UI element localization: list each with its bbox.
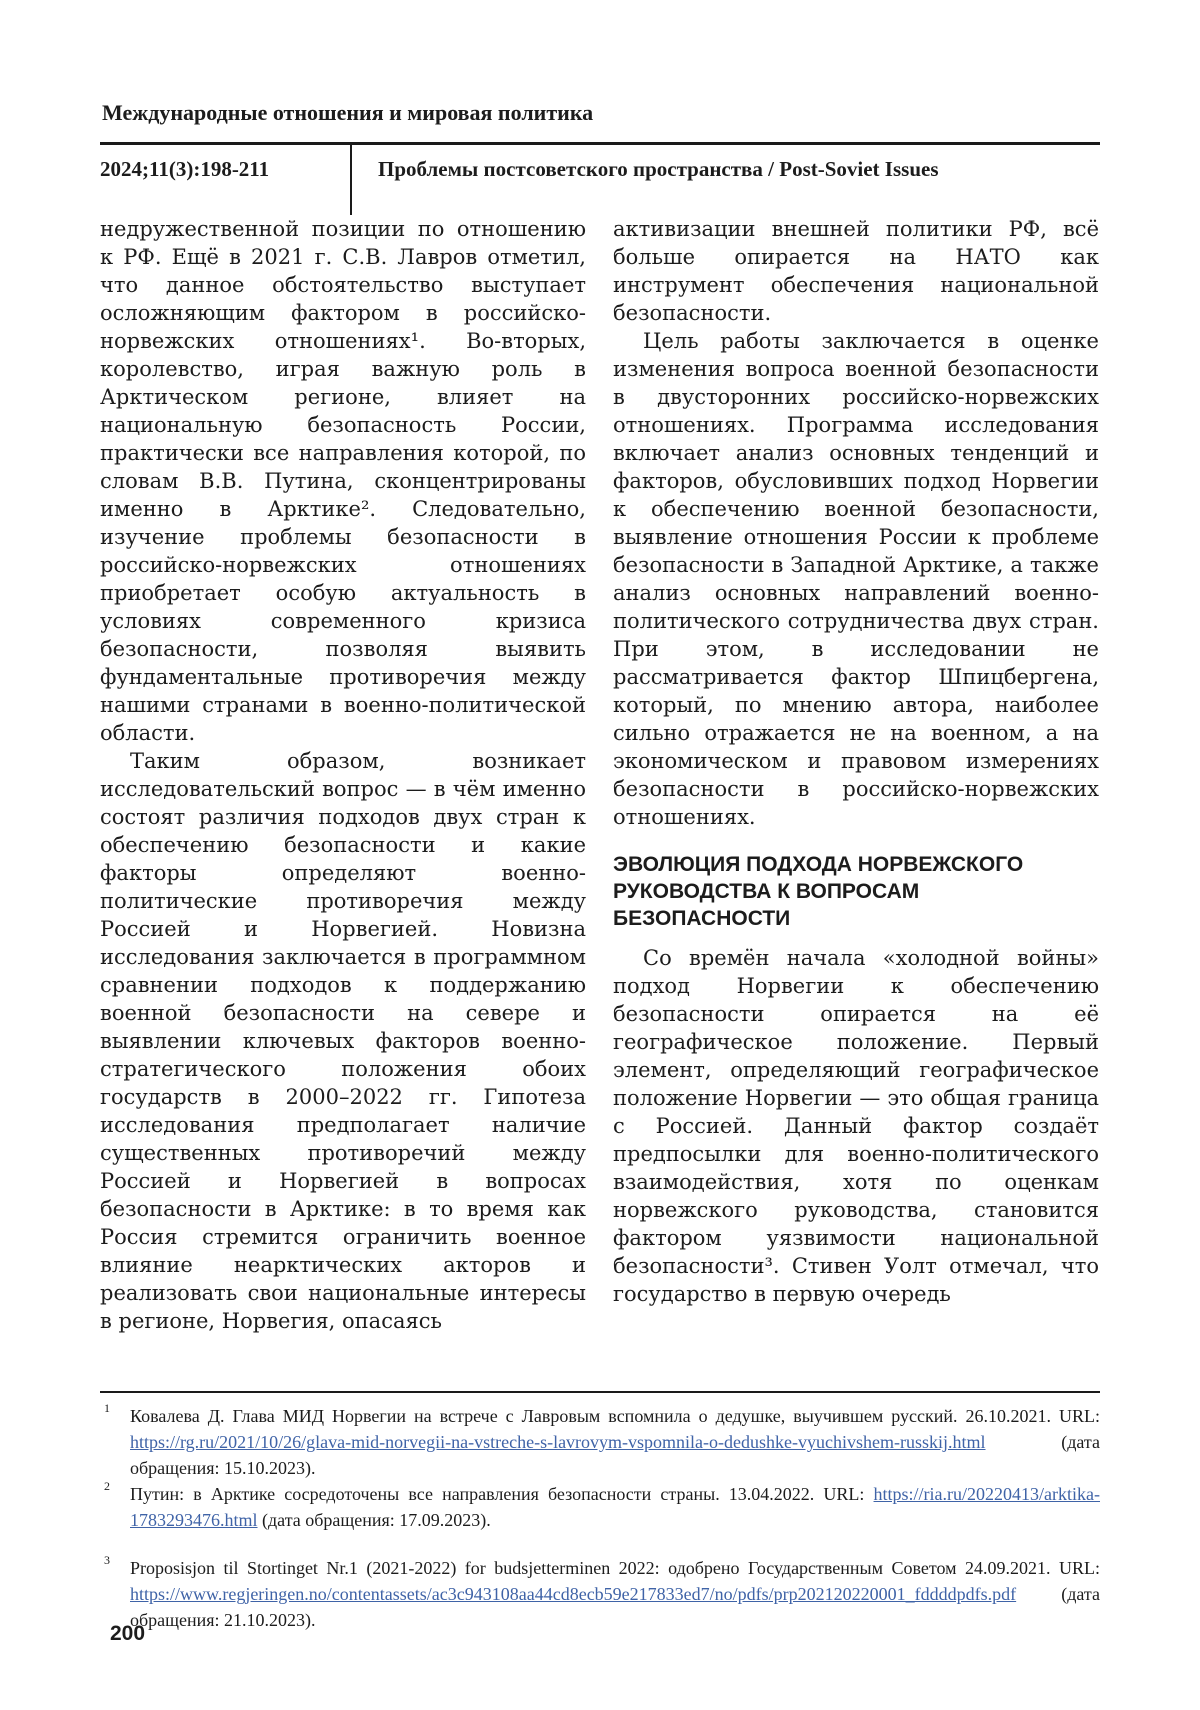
- page-number: 200: [110, 1622, 146, 1645]
- left-column: [100, 215, 586, 1391]
- running-head: Международные отношения и мировая политика: [102, 100, 594, 125]
- paragraph: недружественной позиции по отношению к РФ. Ещё в 2021 г. С.В. Лавров отметил, что данное обстоятельство выступает осложняющим фактором в российско-норвежских отношениях¹. Во-вторых, королевство, играя важную роль в Арктическом регионе, влияет на национальную безопасность России, практически все направления которой, по словам В.В. Путина, сконцентрированы именно в Арктике². Следовательно, изучение проблемы безопасности в российско-норвежских отношениях приобретает особую актуальность в условиях современного кризиса безопасности, позволяя выявить фундаментальные противоречия между нашими странами в военно-политической области.: [100, 217, 586, 745]
- footnote-link[interactable]: https://www.regjeringen.no/contentassets/ac3c943108aa44cd8ecb59e217833ed7/no/pdfs/prp202120220001_fddddpdfs.pdf: [130, 1584, 1017, 1604]
- section-heading: [613, 851, 1099, 932]
- footnote-marker: 1: [104, 1401, 110, 1415]
- footnote-text: Путин: в Арктике сосредоточены все направления безопасности страны. 13.04.2022. URL:: [130, 1484, 874, 1504]
- footnote-link[interactable]: https://ria.ru/20220413/arktika-1783293476.html: [130, 1484, 1100, 1530]
- citation: 2024;11(3):198-211: [100, 157, 270, 181]
- footnote-suffix: (дата обращения: 21.10.2023).: [130, 1584, 1100, 1630]
- footnote-suffix: (дата обращения: 17.09.2023).: [257, 1510, 491, 1530]
- citation-row: [100, 145, 1100, 215]
- footnote-text: Proposisjon til Stortinget Nr.1 (2021-2022) for budsjetterminen 2022: одобрено Государственным Советом 24.09.2021. URL:: [130, 1558, 1100, 1578]
- footnote-suffix: (дата обращения: 15.10.2023).: [130, 1432, 1100, 1478]
- paragraph: Цель работы заключается в оценке изменения вопроса военной безопасности в двусторонних российско-норвежских отношениях. Программа исследования включает анализ основных тенденций и факторов, обусловивших подход Норвегии к обеспечению военной безопасности, выявление отношения России к проблеме безопасности в Западной Арктике, а также анализ основных направлений военно-политического сотрудничества двух стран. При этом, в исследовании не рассматривается фактор Шпицбергена, который, по мнению автора, наиболее сильно отражается не на военном, а на экономическом и правовом измерениях безопасности в российско-норвежских отношениях.: [613, 329, 1099, 829]
- section-heading-line: РУКОВОДСТВА К ВОПРОСАМ: [613, 880, 920, 903]
- paragraph: Со времён начала «холодной войны» подход Норвегии к обеспечению безопасности опирается на её географическое положение. Первый элемент, определяющий географическое положение Норвегии — это общая граница с Россией. Данный фактор создаёт предпосылки для военно-политического взаимодействия, хотя по оценкам норвежского руководства, становится фактором уязвимости национальной безопасности³. Стивен Уолт отмечал, что государство в первую очередь: [613, 946, 1099, 1306]
- right-column: [613, 215, 1099, 1391]
- paragraph: Таким образом, возникает исследовательский вопрос — в чём именно состоят различия подходов двух стран к обеспечению безопасности и какие факторы определяют военно-политические противоречия между Россией и Норвегией. Новизна исследования заключается в программном сравнении подходов к поддержанию военной безопасности на севере и выявлении ключевых факторов военно-стратегического положения обоих государств в 2000–2022 гг. Гипотеза исследования предполагает наличие существенных противоречий между Россией и Норвегией в вопросах безопасности в Арктике: в то время как Россия стремится ограничить военное влияние неарктических акторов и реализовать свои национальные интересы в регионе, Норвегия, опасаясь: [100, 749, 586, 1333]
- footnote-text: Ковалева Д. Глава МИД Норвегии на встрече с Лавровым вспомнила о дедушке, выучившем русский. 26.10.2021. URL:: [130, 1406, 1100, 1426]
- body-columns: [100, 215, 1100, 1391]
- footnote: [100, 1555, 1100, 1633]
- paragraph: активизации внешней политики РФ, всё больше опирается на НАТО как инструмент обеспечения национальной безопасности.: [613, 217, 1099, 325]
- footnote-marker: 3: [104, 1553, 110, 1567]
- section-heading-line: БЕЗОПАСНОСТИ: [613, 907, 791, 930]
- journal-title: Проблемы постсоветского пространства / Post-Soviet Issues: [378, 157, 939, 181]
- footnote-link[interactable]: https://rg.ru/2021/10/26/glava-mid-norvegii-na-vstreche-s-lavrovym-vspomnila-o-dedushke-vyuchivshem-russkij.html: [130, 1432, 986, 1452]
- footnote: [100, 1481, 1100, 1533]
- footnotes-section: [100, 1391, 1100, 1633]
- footnote: [100, 1403, 1100, 1481]
- section-heading-line: ЭВОЛЮЦИЯ ПОДХОДА НОРВЕЖСКОГО: [613, 853, 1024, 876]
- footnote-marker: 2: [104, 1479, 110, 1493]
